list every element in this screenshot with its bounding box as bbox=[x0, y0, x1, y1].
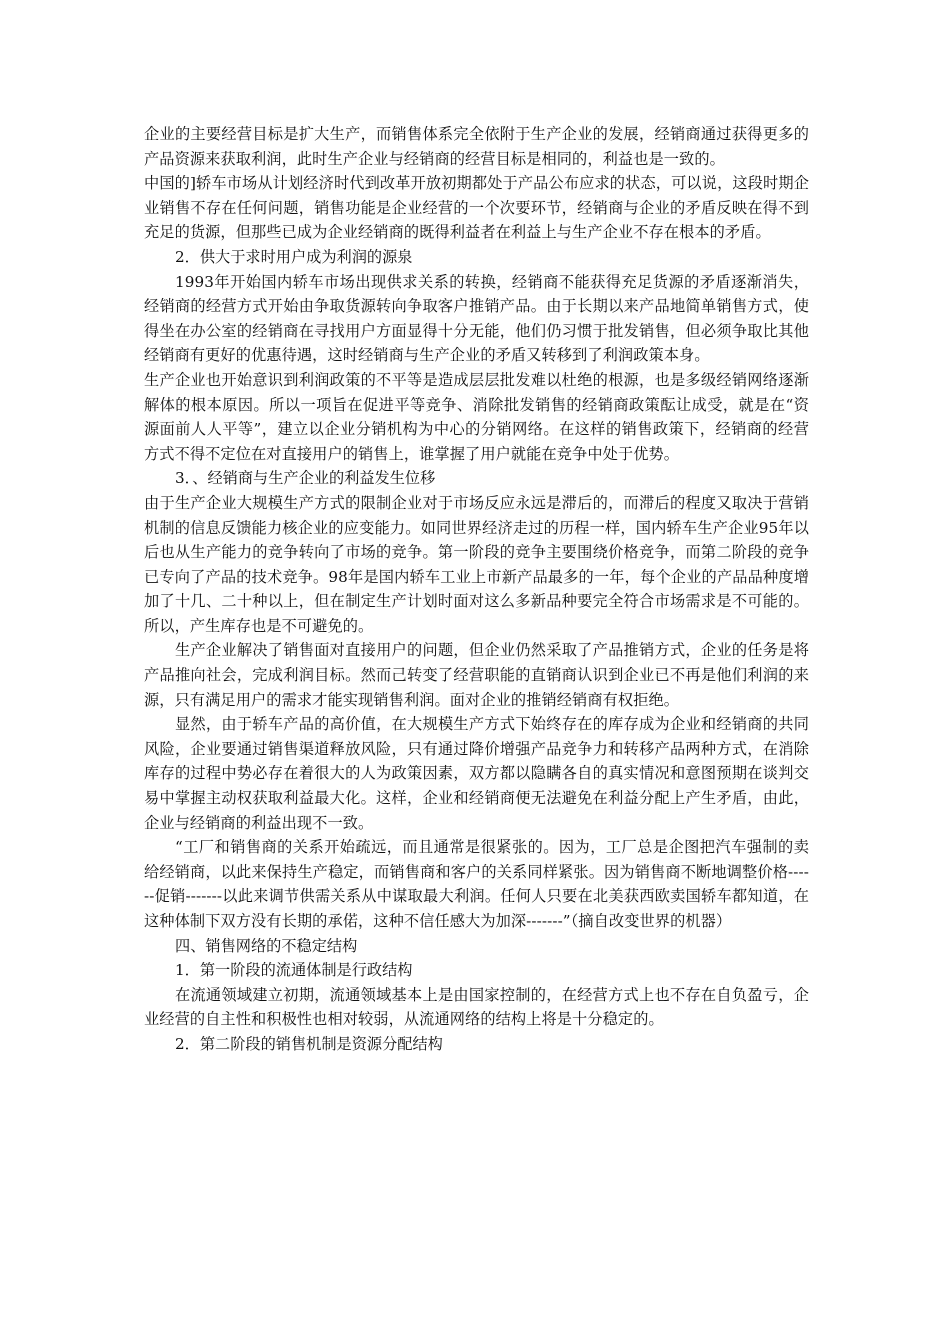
paragraph-early-circulation: 在流通领域建立初期，流通领域基本上是由国家控制的，在经营方式上也不存在自负盈亏，企业经营的自主性和积极性也相对较弱，从流通网络的结构上将是十分稳定的。 bbox=[144, 985, 809, 1029]
paragraph-planned-economy: 中国的]轿车市场从计划经济时代到改革开放初期都处于产品公布应求的状态，可以说，这段时期企业销售不存在任何问题，销售功能是企业经营的一个次要环节，经销商与企业的矛盾反映在得不到充足的货源，但那些已成为企业经销商的既得利益者在利益上与生产企业不存在根本的矛盾。 bbox=[144, 174, 809, 242]
subsection-heading-1: 1．第一阶段的流通体制是行政结构 bbox=[175, 961, 413, 980]
paragraph-push-selling: 生产企业解决了销售面对直接用户的问题，但企业仍然采取了产品推销方式，企业的任务是将产品推向社会，完成利润目标。然而己转变了经营职能的直销商认识到企业已不再是他们利润的来源，只有满足用户的需求才能实现销售利润。面对企业的推销经销商有权拒绝。 bbox=[144, 641, 809, 709]
section-heading-2: 2．供大于求时用户成为利润的源泉 bbox=[175, 247, 413, 266]
section-heading-3: 3．、经销商与生产企业的利益发生位移 bbox=[175, 469, 436, 488]
section-heading-four: 四、销售网络的不稳定结构 bbox=[175, 936, 358, 955]
paragraph-goals-consistent: 企业的主要经营目标是扩大生产，而销售体系完全依附于生产企业的发展，经销商通过获得更多的产品资源来获取利润，此时生产企业与经销商的经营目标是相同的，利益也是一致的。 bbox=[144, 125, 809, 168]
paragraph-profit-policy: 生产企业也开始意识到利润政策的不平等是造成层层批发难以杜绝的根源，也是多级经销网络逐渐解体的根本原因。所以一项旨在促进平等竞争、消除批发销售的经销商政策酝让成受，就是在“资源面前人人平等”，建立以企业分销机构为中心的分销网络。在这样的销售政策下，经销商的经营方式不得不定位在对直接用户的销售上，谁掌握了用户就能在竞争中处于优势。 bbox=[144, 370, 809, 463]
paragraph-market-lag: 由于生产企业大规模生产方式的限制企业对于市场反应永远是滞后的，而滞后的程度又取决于营销机制的信息反馈能力核企业的应变能力。如同世界经济走过的历程一样，国内轿车生产企业95年以后也从生产能力的竞争转向了市场的竞争。第一阶段的竞争主要围绕价格竞争，而第二阶段的竞争已专向了产品的技术竞争。98年是国内轿车工业上市新产品最多的一年，每个企业的产品品种度增加了十几、二十种以上，但在制定生产计划时面对这么多新品种要完全符合市场需求是不可能的。所以，产生库存也是不可避免的。 bbox=[144, 493, 809, 635]
paragraph-quotation: “工厂和销售商的关系开始疏远，而且通常是很紧张的。因为，工厂总是企图把汽车强制的卖给经销商，以此来保持生产稳定，而销售商和客户的关系同样紧张。因为销售商不断地调整价格------促销-------以此来调节供需关系从中谋取最大利润。任何人只要在北美获西欧卖国轿车都知道，在这种体制下双方没有长期的承偌，这种不信任感大为加深-------”（摘自改变世界的机器） bbox=[144, 838, 809, 930]
paragraph-1993-transition: 1993年开始国内轿车市场出现供求关系的转换，经销商不能获得充足货源的矛盾逐渐消失，经销商的经营方式开始由争取货源转向争取客户推销产品。由于长期以来产品地简单销售方式，使得坐在办公室的经销商在寻找用户方面显得十分无能，他们仍习惯于批发销售，但必须争取比其他经销商有更好的优惠待遇，这时经销商与生产企业的矛盾又转移到了利润政策本身。 bbox=[144, 272, 809, 365]
document-page bbox=[144, 122, 809, 1057]
subsection-heading-2: 2．第二阶段的销售机制是资源分配结构 bbox=[175, 1034, 443, 1053]
paragraph-inventory-risk: 显然，由于轿车产品的高价值，在大规模生产方式下始终存在的库存成为企业和经销商的共同风险，企业要通过销售渠道释放风险，只有通过降价增强产品竞争力和转移产品两种方式，在消除库存的过程中势必存在着很大的人为政策因素，双方都以隐瞒各自的真实情况和意图预期在谈判交易中掌握主动权获取利益最大化。这样，企业和经销商便无法避免在利益分配上产生矛盾，由此，企业与经销商的利益出现不一致。 bbox=[144, 715, 809, 832]
